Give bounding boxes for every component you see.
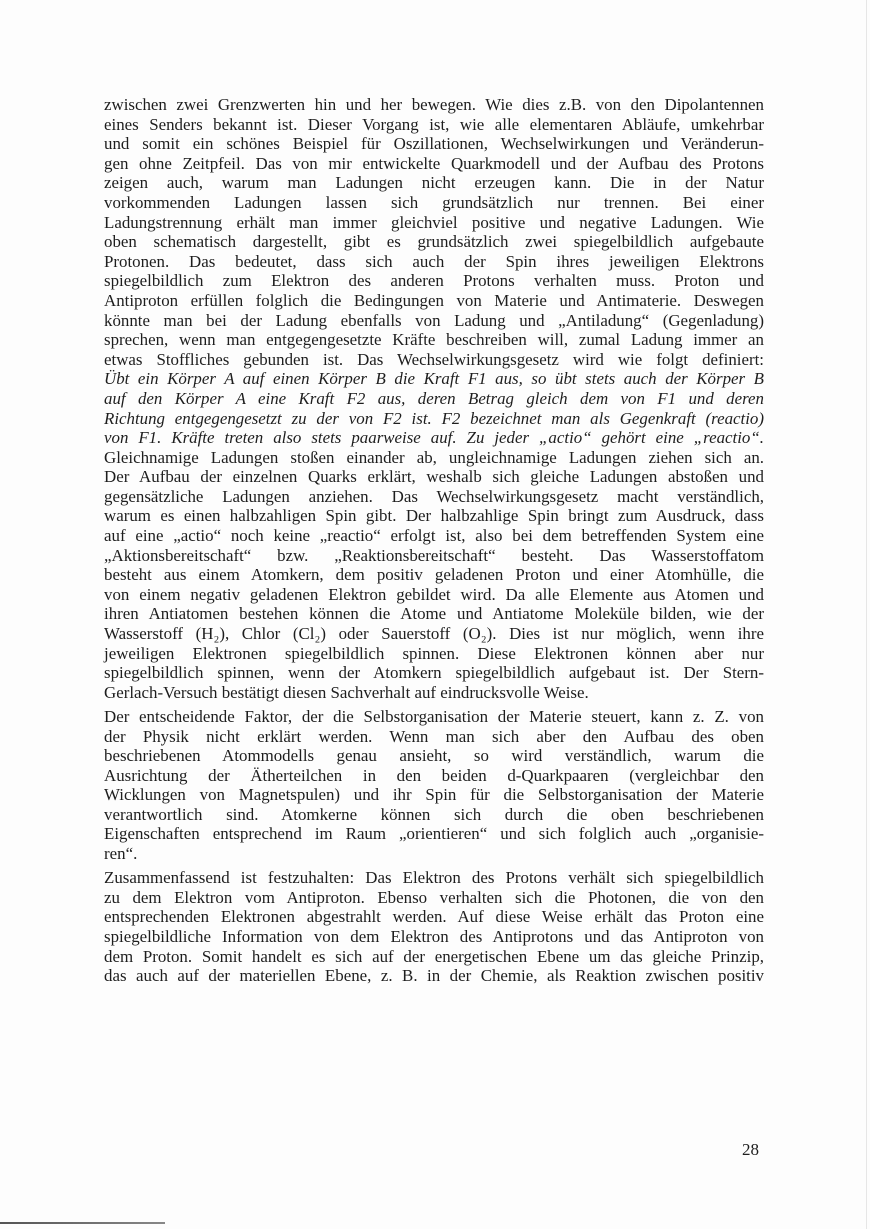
text-line: könnte man bei der Ladung ebenfalls von Ladung und „Antiladung“ (Gegenladung) [104,310,764,330]
text-line: von einem negativ geladenen Elektron gebildet wird. Da alle Elemente aus Atomen und [104,584,764,604]
text-line: auf den Körper A eine Kraft F2 aus, deren Betrag gleich dem von F1 und deren [104,388,764,408]
text-line: oben schematisch dargestellt, gibt es grundsätzlich zwei spiegelbildlich aufgebaute [104,232,764,252]
text-line: dem Proton. Somit handelt es sich auf der energetischen Ebene um das gleiche Prinzip, [104,946,764,966]
text-line: und somit ein schönes Beispiel für Oszillationen, Wechselwirkungen und Veränderun- [104,134,764,154]
text-line: spiegelbildlich zum Elektron des anderen Protons verhalten muss. Proton und [104,271,764,291]
text-line: Protonen. Das bedeutet, dass sich auch der Spin ihres jeweiligen Elektrons [104,251,764,271]
text-line: ren“. [104,844,138,864]
body-text [104,95,764,990]
text-line: Antiproton erfüllen folglich die Bedingungen von Materie und Antimaterie. Deswegen [104,290,764,310]
text-line: Eigenschaften entsprechend im Raum „orientieren“ und sich folglich auch „organisie- [104,824,764,844]
text-line: zu dem Elektron vom Antiproton. Ebenso verhalten sich die Photonen, die von den [104,887,764,907]
text-line: Gerlach-Versuch bestätigt diesen Sachverhalt auf eindrucksvolle Weise. [104,682,589,702]
text-line: sprechen, wenn man entgegengesetzte Kräfte beschreiben will, zumal Ladung immer an [104,330,764,350]
text-line: Übt ein Körper A auf einen Körper B die Kraft F1 aus, so übt stets auch der Körper B [104,369,764,389]
text-line: Wicklungen von Magnetspulen) und ihr Spin für die Selbstorganisation der Materie [104,785,764,805]
text-line: Richtung entgegengesetzt zu der von F2 ist. F2 bezeichnet man als Gegenkraft (reactio) [104,408,764,428]
text-line: der Physik nicht erklärt werden. Wenn man sich aber den Aufbau des oben [104,726,764,746]
text-line: spiegelbildlich spinnen, wenn der Atomkern spiegelbildlich aufgebaut ist. Der Stern- [104,663,764,683]
text-line: von F1. Kräfte treten also stets paarweise auf. Zu jeder „actio“ gehört eine „reactio“. [104,428,764,448]
text-line: besteht aus einem Atomkern, dem positiv geladenen Proton und einer Atomhülle, die [104,565,764,585]
text-line: Zusammenfassend ist festzuhalten: Das Elektron des Protons verhält sich spiegelbildlich [104,868,764,888]
text-line: eines Senders bekannt ist. Dieser Vorgang ist, wie alle elementaren Abläufe, umkehrbar [104,114,764,134]
text-line: spiegelbildliche Information von dem Elektron des Antiprotons und das Antiproton von [104,926,764,946]
text-line: Gleichnamige Ladungen stoßen einander ab, ungleichnamige Ladungen ziehen sich an. [104,447,764,467]
text-line: etwas Stoffliches gebunden ist. Das Wechselwirkungsgesetz wird wie folgt definiert: [104,349,764,369]
text-line: Ausrichtung der Ätherteilchen in den beiden d-Quarkpaaren (vergleichbar den [104,765,764,785]
text-line: zwischen zwei Grenzwerten hin und her bewegen. Wie dies z.B. von den Dipolantennen [104,95,764,114]
text-line: Ladungstrennung erhält man immer gleichviel positive und negative Ladungen. Wie [104,212,764,232]
text-line: beschriebenen Atommodells genau ansieht, so wird verständlich, warum die [104,746,764,766]
paragraph [104,707,764,864]
page-number: 28 [742,1140,759,1159]
text-line: das auch auf der materiellen Ebene, z. B. in der Chemie, als Reaktion zwischen positiv [104,966,764,986]
text-line: auf eine „actio“ noch keine „reactio“ erfolgt ist, also bei dem betreffenden System eine [104,526,764,546]
text-line: gen ohne Zeitpfeil. Das von mir entwickelte Quarkmodell und der Aufbau des Protons [104,153,764,173]
text-line: verantwortlich sind. Atomkerne können sich durch die oben beschriebenen [104,804,764,824]
text-line: ihren Antiatomen bestehen können die Atome und Antiatome Moleküle bilden, wie der [104,604,764,624]
text-line: warum es einen halbzahligen Spin gibt. Der halbzahlige Spin bringt zum Ausdruck, dass [104,506,764,526]
text-line: Der Aufbau der einzelnen Quarks erklärt, weshalb sich gleiche Ladungen abstoßen und [104,467,764,487]
paragraph [104,868,764,986]
scan-edge-mark [0,1222,165,1224]
text-line: „Aktionsbereitschaft“ bzw. „Reaktionsbereitschaft“ besteht. Das Wasserstoffatom [104,545,764,565]
text-line: gegensätzliche Ladungen anziehen. Das Wechselwirkungsgesetz macht verständlich, [104,486,764,506]
scan-page-edge [866,0,867,1229]
text-line: Wasserstoff (H₂), Chlor (Cl₂) oder Sauerstoff (O₂). Dies ist nur möglich, wenn ihre [104,624,764,644]
paragraph [104,95,764,702]
text-line: jeweiligen Elektronen spiegelbildlich spinnen. Diese Elektronen können aber nur [104,643,764,663]
text-line: zeigen auch, warum man Ladungen nicht erzeugen kann. Die in der Natur [104,173,764,193]
text-line: entsprechenden Elektronen abgestrahlt werden. Auf diese Weise erhält das Proton eine [104,907,764,927]
text-line: vorkommenden Ladungen lassen sich grundsätzlich nur trennen. Bei einer [104,192,764,212]
text-line: Der entscheidende Faktor, der die Selbstorganisation der Materie steuert, kann z. Z. von [104,706,764,726]
